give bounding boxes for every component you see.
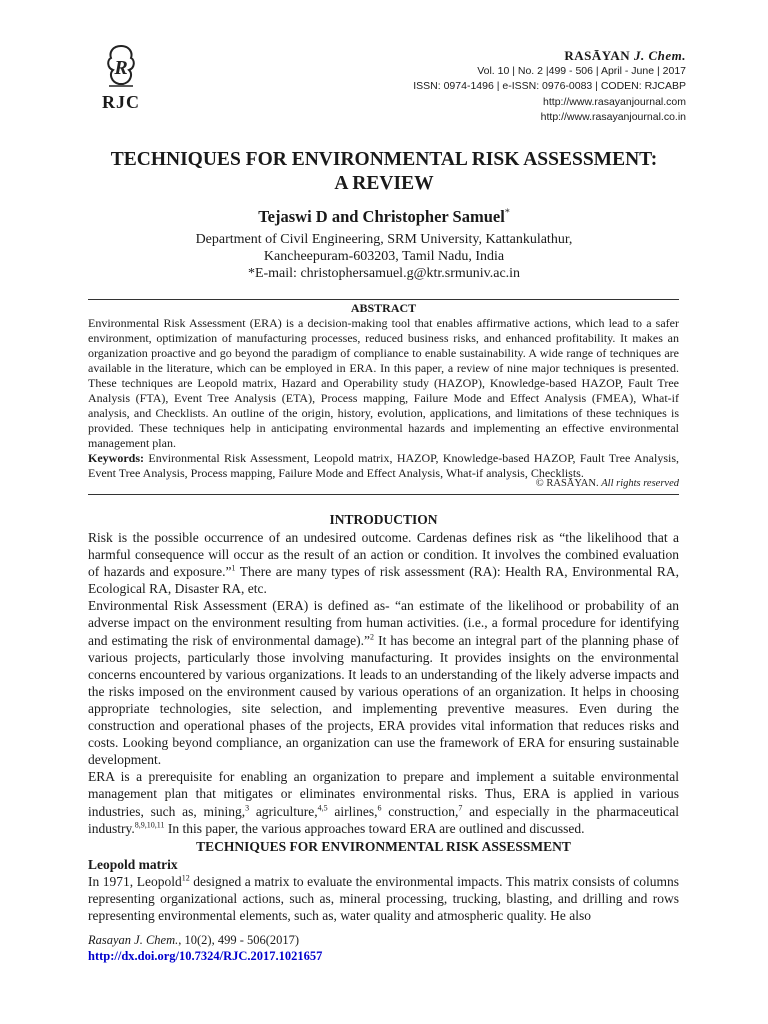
journal-logo [86, 44, 156, 113]
intro-p2-text-a: Environmental Risk Assessment (ERA) is defined as- “an estimate of the likelihood or probability of an adverse impact on the environment resulting from human activities. (i.e., a formal procedure for identifying and estimating the risk of environmental damage).” [88, 598, 679, 648]
intro-p3-text-a: ERA is a prerequisite for enabling an organization to prepare and implement a suitable environmental management plan that mitigates or eliminates environmental risks. Thus, ERA is applied in various industries, such as, mining, [88, 769, 679, 819]
citation-ref: 7 [458, 803, 463, 812]
intro-p3-text-e: and especially in the pharmaceutical industry. [88, 803, 679, 836]
intro-p1-text-a: Risk is the possible occurrence of an undesired outcome. Cardenas defines risk as “the likelihood that a harmful consequence will occur as the result of an action or condition. It involves the combined evaluation of hazards and exposure.” [88, 530, 679, 580]
citation-details: , 10(2), 499 - 506(2017) [178, 933, 300, 947]
citation-ref: 2 [370, 632, 374, 642]
leopold-matrix-subheading: Leopold matrix [88, 857, 178, 872]
copyright-symbol: © RASĀYAN. [535, 478, 599, 489]
citation-journal: Rasayan J. Chem. [88, 933, 179, 947]
citation-ref: 4,5 [317, 803, 328, 812]
introduction-body [88, 529, 679, 837]
corresponding-mark: * [504, 207, 510, 219]
introduction-heading: INTRODUCTION [329, 512, 438, 527]
intro-p3-text-d: construction, [381, 803, 459, 819]
abstract-heading: ABSTRACT [350, 301, 417, 315]
leopold-paragraph [88, 873, 679, 924]
copyright-text: All rights reserved [601, 478, 679, 489]
intro-paragraph-2 [88, 597, 679, 768]
leopold-text-b: designed a matrix to evaluate the environmental impacts. This matrix consists of columns representing organizational actions, such as, mineral processing, trucking, blasting, and drilling and rows representing environmental elements, such as, water quality and atmospheric quality. He also [88, 874, 679, 924]
intro-paragraph-3 [88, 768, 679, 836]
techniques-heading: TECHNIQUES FOR ENVIRONMENTAL RISK ASSESSMENT [196, 839, 571, 854]
techniques-body [88, 873, 679, 924]
intro-p3-text-c: airlines, [327, 803, 378, 819]
logo-text: RJC [102, 92, 140, 112]
svg-text:R: R [114, 57, 128, 79]
footer-citation [88, 932, 322, 948]
intro-p2-text-b: It has become an integral part of the planning phase of various projects, particularly those involving manufacturing. It provides insights on the environmental concerns encountered by various organizations. It leads to an understanding of the likely adverse impacts and the risks imposed on the environment caused by various operations of an organization. It helps in choosing appropriate technologies, site selection, and implementing preventive measures. Even during the construction and operational phases of the projects, ERA provides vital information that reduces risks and costs. Looking beyond compliance, an organization can use the framework of ERA for ensuring sustainable development. [88, 632, 679, 768]
citation-ref: 3 [245, 803, 250, 812]
journal-header [413, 48, 686, 126]
intro-p1-text-b: There are many types of risk assessment (RA): Health RA, Environmental RA, Ecological RA, Disaster RA, etc. [88, 564, 679, 597]
citation-ref: 8,9,10,11 [134, 820, 165, 830]
keywords-label: Keywords: [88, 451, 144, 465]
rjc-emblem-icon [101, 44, 141, 90]
page-footer [88, 932, 322, 964]
authors [60, 207, 708, 227]
affiliation-line-1: Department of Civil Engineering, SRM University, Kattankulathur, [195, 232, 573, 247]
abstract-text: Environmental Risk Assessment (ERA) is a decision-making tool that enables affirmative actions, which lead to a safer environment, optimization of manufacturing processes, reduced business risks, and enhanced profitability. It makes an organization proactive and go beyond the paradigm of compliance to enable sustainability. A wide range of techniques are available in the literature, which can be employed in ERA. In this paper, a review of nine major techniques is presented. These techniques are Leopold matrix, Hazard and Operability study (HAZOP), Knowledge-based HAZOP, Fault Tree Analysis (FTA), Event Tree Analysis (ETA), Process mapping, Failure Mode and Effect Analysis (FMEA), What-if analysis, and Checklists. An outline of the origin, history, evolution, applications, and limitations of these techniques is provided. These techniques help in anticipating environmental hazards and implementing an effective environmental management plan. [88, 316, 679, 450]
abstract-body [88, 316, 679, 481]
abstract-top-rule [88, 299, 679, 300]
author-email[interactable]: *E-mail: christophersamuel.g@ktr.srmuniv.ac.in [247, 266, 521, 281]
journal-abbrev: J. Chem. [633, 48, 686, 63]
abstract-bottom-rule [88, 494, 679, 495]
journal-url-co-in[interactable]: http://www.rasayanjournal.co.in [540, 111, 686, 123]
intro-p3-text-f: In this paper, the various approaches toward ERA are outlined and discussed. [164, 820, 585, 836]
title-line-2: A REVIEW [334, 173, 434, 194]
title-line-1: TECHNIQUES FOR ENVIRONMENTAL RISK ASSESSMENT: [110, 149, 658, 170]
leopold-text-a: In 1971, Leopold [88, 874, 182, 889]
citation-ref: 12 [181, 873, 190, 883]
citation-ref: 1 [231, 563, 236, 573]
citation-ref: 6 [377, 803, 382, 812]
intro-paragraph-1 [88, 529, 679, 597]
intro-p3-text-b: agriculture, [249, 803, 318, 819]
author-names: Tejaswi D and Christopher Samuel [258, 207, 505, 226]
affiliation [60, 231, 708, 282]
journal-url-com[interactable]: http://www.rasayanjournal.com [543, 95, 686, 108]
issn-line: ISSN: 0974-1496 | e-ISSN: 0976-0083 | CODEN: RJCABP [413, 80, 686, 92]
journal-name [413, 48, 686, 64]
article-title [60, 148, 708, 196]
journal-name-text: RASĀYAN [564, 48, 631, 63]
affiliation-line-2: Kancheepuram-603203, Tamil Nadu, India [263, 249, 505, 264]
copyright-notice [536, 478, 679, 489]
doi-link[interactable]: http://dx.doi.org/10.7324/RJC.2017.1021657 [88, 949, 323, 963]
keywords-text: Environmental Risk Assessment, Leopold matrix, HAZOP, Knowledge-based HAZOP, Fault Tree Analysis, Event Tree Analysis, Process mapping, Failure Mode and Effect Analysis, What-if analysis, Checklists. [88, 451, 680, 480]
volume-line: Vol. 10 | No. 2 |499 - 506 | April - June | 2017 [477, 64, 686, 77]
